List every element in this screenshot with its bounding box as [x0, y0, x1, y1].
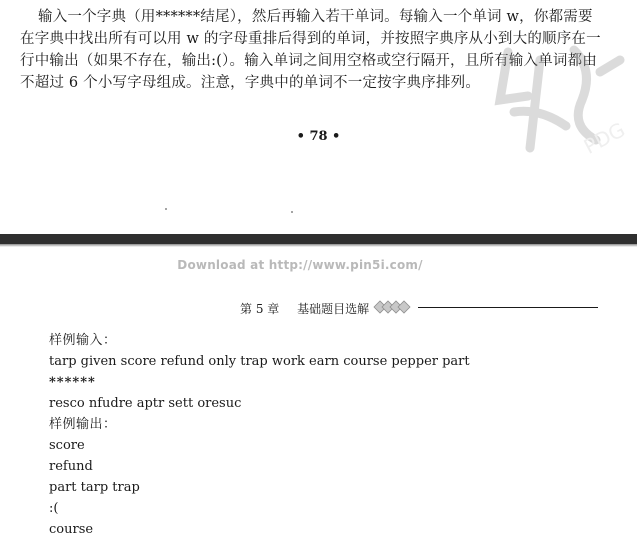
page-divider-shadow [0, 244, 637, 247]
sample-input-heading: 样例输入： [49, 333, 117, 348]
paragraph-line: 输入一个字典（用******结尾），然后再输入若干单词。每输入一个单词 w，你都需要 [38, 9, 593, 25]
scan-speck [291, 211, 293, 213]
pdg-watermark-stamp [470, 30, 637, 170]
paragraph-line: 行中输出（如果不存在，输出:(）。输入单词之间用空格或空行隔开，且所有输入单词都由 [20, 53, 597, 69]
sample-output-line: refund [49, 459, 93, 474]
paragraph-line: 不超过 6 个小写字母组成。注意，字典中的单词不一定按字典序排列。 [20, 75, 481, 91]
sample-output-heading: 样例输出： [49, 417, 117, 432]
sample-input-line: resco nfudre aptr sett oresuc [49, 396, 242, 411]
page-divider [0, 234, 637, 244]
sample-output-line: course [49, 522, 94, 537]
diamond-ornament-icon [372, 299, 414, 315]
sample-input-line: ****** [49, 375, 96, 390]
paragraph-line: 在字典中找出所有可以用 w 的字母重排后得到的单词，并按照字典序从小到大的顺序在一 [20, 31, 601, 47]
page-number: • 78 • [296, 129, 341, 144]
sample-output-line: score [49, 438, 85, 453]
top-page [0, 0, 637, 234]
sample-output-line: part tarp trap [49, 480, 140, 495]
scan-speck [165, 208, 167, 210]
sample-block [49, 330, 470, 540]
chapter-title: 基础题目选解 [297, 302, 370, 316]
download-link[interactable]: Download at http://www.pin5i.com/ [177, 258, 423, 272]
header-rule [418, 307, 598, 308]
sample-input-line: tarp given score refund only trap work earn course pepper part [49, 354, 470, 369]
running-header [240, 300, 369, 317]
sample-output-line: :( [49, 501, 59, 516]
chapter-number: 第 5 章 [240, 302, 280, 316]
watermark-text: PDG [579, 117, 629, 159]
